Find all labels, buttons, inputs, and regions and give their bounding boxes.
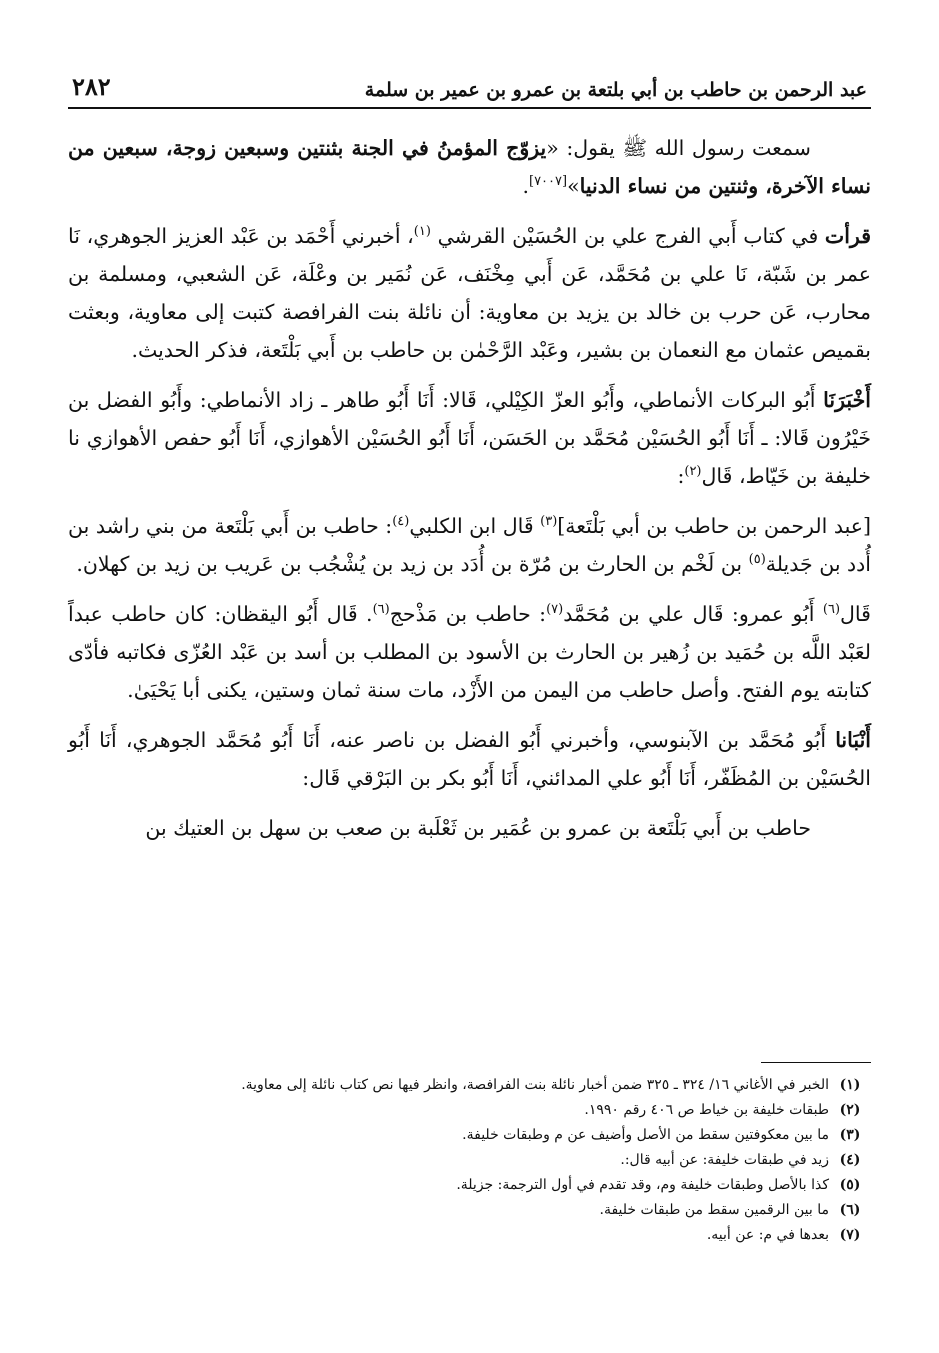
footnote-number: (٢) [839, 1102, 861, 1118]
biography-text-2: : حاطب بن أَبي بَلْتَعة من بني راشد بن أُدد بن جَديلة [68, 514, 871, 576]
abu-amr-text-4: . قَال أَبُو اليقظان: كان حاطب عبداً لعَبْد اللَّه بن حُمَيد بن زُهير بن الحارث بن الأسود بن المطلب بن أسد بن عَبْد العُزّى فكاتبه فأدّى كتابته يوم الفتح. وأصل حاطب من اليمن من الأَزْد، مات سنة ثمان وستين، يكنى أبا يَحْيَىٰ. [68, 602, 871, 702]
footnote-marker-7: (٧) [546, 602, 564, 618]
footnote-text: كذا بالأصل وطبقات خليفة وم، وقد تقدم في أول الترجمة: جزيلة. [456, 1177, 829, 1193]
paragraph-anbana [68, 721, 871, 797]
footnote-item [68, 1148, 871, 1173]
footnotes-section [68, 1062, 871, 1248]
abu-amr-text-3: : حاطب بن مَذْحج [389, 602, 547, 626]
footnote-item [68, 1198, 871, 1223]
page-number: ٢٨٢ [72, 72, 111, 101]
footnote-marker-5: (٥) [748, 552, 766, 568]
hadith-close-quote: » [567, 174, 580, 198]
main-text [68, 129, 871, 847]
footnote-text: طبقات خليفة بن خياط ص ٤٠٦ رقم ١٩٩٠. [584, 1102, 829, 1118]
biography-heading: [عبد الرحمن بن حاطب بن أبي بَلْتَعة] [557, 514, 871, 538]
hadith-reference: [٧٠٠٧] [528, 174, 568, 190]
footnote-marker-2: (٢) [684, 464, 702, 480]
footnote-item [68, 1098, 871, 1123]
footnote-text: زيد في طبقات خليفة: عن أبيه قال:. [620, 1152, 829, 1168]
footnote-marker-6a: (٦) [822, 602, 841, 618]
footnote-marker-1: (١) [413, 224, 431, 240]
paragraph-anbana-lead: أَنْبَانا [835, 728, 871, 752]
footnote-text: ما بين الرقمين سقط من طبقات خليفة. [599, 1202, 829, 1218]
footnote-text: ما بين معكوفتين سقط من الأصل وأضيف عن م وطبقات خليفة. [462, 1127, 829, 1143]
paragraph-akhbarana-text-2: : [677, 464, 685, 488]
footnote-number: (١) [839, 1077, 861, 1093]
paragraph-qaraat [68, 217, 871, 369]
hadith-end: . [522, 174, 529, 198]
footnote-number: (٣) [839, 1127, 861, 1143]
abu-amr-text-2: أَبُو عمرو: قَال علي بن مُحَمَّد [563, 602, 823, 626]
footnote-item [68, 1123, 871, 1148]
footnote-number: (٥) [839, 1177, 861, 1193]
footnote-item [68, 1223, 871, 1248]
biography-text-1: قَال ابن الكلبي [409, 514, 541, 538]
lineage-text: حاطب بن أَبي بَلْتَعة بن عمرو بن عُمَير بن ثَعْلَبة بن صعب بن سهل بن العتيك بن [145, 816, 811, 840]
footnote-number: (٤) [839, 1152, 861, 1168]
footnote-number: (٧) [839, 1227, 861, 1243]
hadith-text: يزوّج المؤمنُ في الجنة بثنتين وسبعين زوجة، سبعين من نساء الآخرة، وثنتين من نساء الدنيا [68, 136, 871, 198]
paragraph-lineage [68, 809, 871, 847]
paragraph-anbana-text: أَبُو مُحَمَّد بن الآبنوسي، وأخبرني أَبُو الفضل بن ناصر عنه، أَنَا أَبُو مُحَمَّد الجوهري، أَنَا أَبُو الحُسَيْن بن المُظَفّر، أَنَا أَبُو علي المدائني، أَنَا أَبُو بكر بن البَرْقي قَال: [68, 728, 871, 790]
running-header [68, 72, 871, 109]
footnote-divider [761, 1062, 871, 1063]
footnote-item [68, 1073, 871, 1098]
footnote-number: (٦) [839, 1202, 861, 1218]
paragraph-hadith [68, 129, 871, 205]
paragraph-akhbarana-text-1: أَبُو البركات الأنماطي، وأَبُو العزّ الكِيْلي، قَالا: أَنَا أَبُو طاهر ـ زاد الأنماطي: وأَبُو الفضل بن خَيْرُون قَالا: ـ أَنَا أَبُو الحُسَيْن مُحَمَّد بن الحَسَن، أَنَا أَبُو الحُسَيْن الأهوازي، أَنَا أَبُو حفص الأهوازي نا خليفة بن خَيّاط، قَال [68, 388, 871, 488]
footnote-item [68, 1173, 871, 1198]
paragraph-qaraat-text-2: ، أخبرني أَحْمَد بن عَبْد العزيز الجوهري، نَا عمر بن شَبّة، نَا علي بن مُحَمَّد، عَن أَبي مِخْنَف، عَن نُمَير بن وعْلَة، عَن الشعبي، ومسلمة بن محارب، عَن حرب بن خالد بن يزيد بن معاوية: أن نائلة بنت الفرافصة كتبت إلى معاوية، وبعثت بقميص عثمان مع النعمان بن بشير، وعَبْد الرَّحْمٰن بن حاطب بن أَبي بَلْتَعة، فذكر الحديث. [68, 224, 871, 362]
paragraph-qaraat-text-1: في كتاب أَبي الفرج علي بن الحُسَيْن القرشي [437, 224, 819, 248]
hadith-intro: سمعت رسول الله ﷺ يقول: « [546, 136, 811, 160]
abu-amr-text-1: قَال [840, 602, 871, 626]
footnote-text: بعدها في م: عن أبيه. [706, 1227, 829, 1243]
biography-text-3: بن لَخْم بن الحارث بن مُرّة بن أُدَد بن زيد بن يُشْجُب بن عَريب بن زيد بن كهلان. [76, 552, 749, 576]
footnote-marker-6b: (٦) [372, 602, 390, 618]
paragraph-qaraat-lead: قرأت [824, 224, 871, 248]
paragraph-biography [68, 507, 871, 583]
footnote-marker-3: (٣) [540, 514, 558, 530]
paragraph-akhbarana [68, 381, 871, 495]
paragraph-abu-amr [68, 595, 871, 709]
paragraph-akhbarana-lead: أَخْبَرَنَا [823, 388, 871, 412]
footnote-text: الخبر في الأغاني ١٦/ ٣٢٤ ـ ٣٢٥ ضمن أخبار نائلة بنت الفرافصة، وانظر فيها نص كتاب نائلة إلى معاوية. [241, 1077, 829, 1093]
footnote-marker-4: (٤) [392, 514, 410, 530]
header-title: عبد الرحمن بن حاطب بن أبي بلتعة بن عمرو بن عمير بن سلمة [364, 79, 867, 101]
